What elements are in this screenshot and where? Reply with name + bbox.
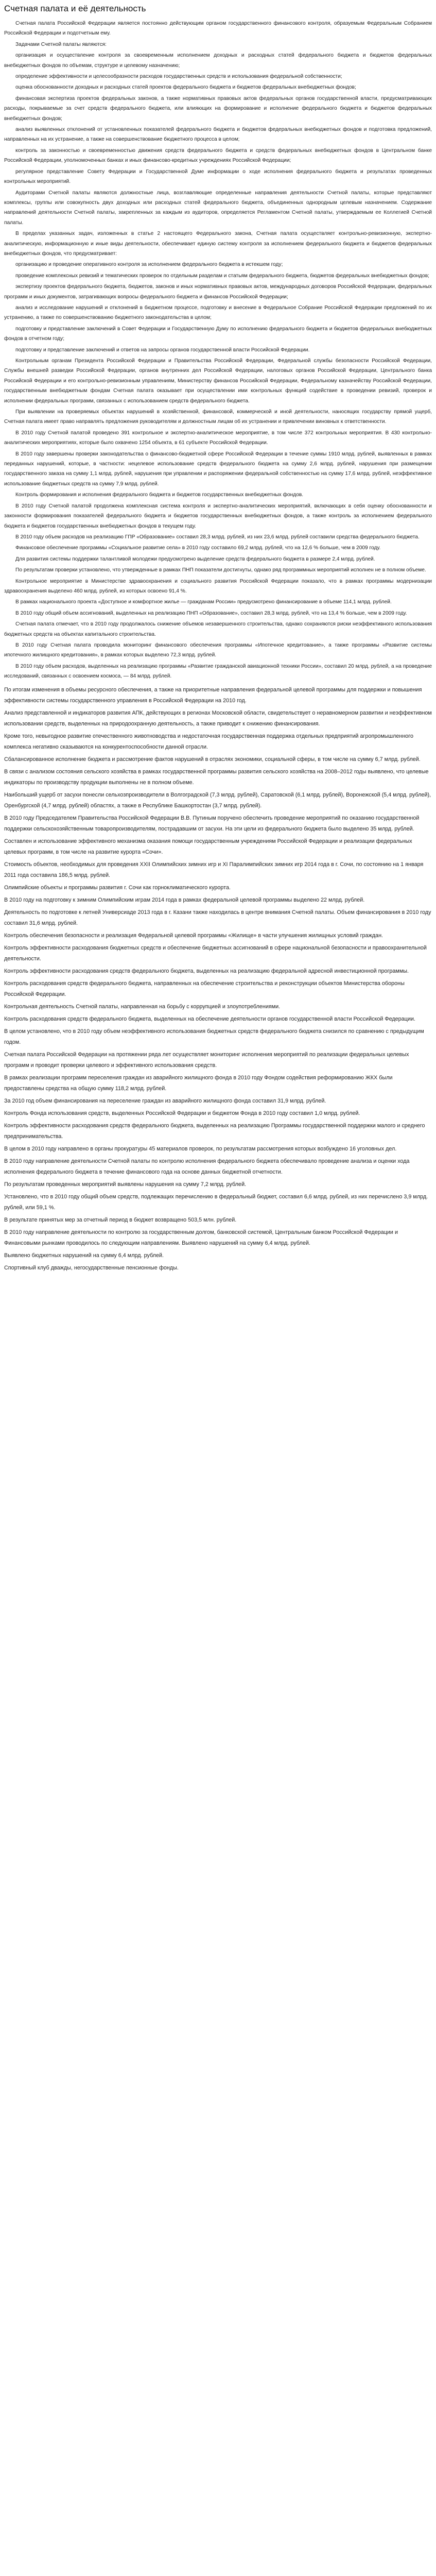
paragraph: По результатам проверки установлено, что утвержденные в рамках ПНП показатели достигнуты, однако ряд программных мероприятий исполнен не в полном объеме. <box>15 567 426 573</box>
paragraph: организацию и проведение оперативного контроля за исполнением федерального бюджета в истекшем году; <box>15 262 283 268</box>
paragraph: Контроль расходования средств федерального бюджета, выделенных на обеспечение деятельности органов государственной власти Российской Федерации. <box>4 1015 415 1022</box>
paragraph: В рамках национального проекта «Доступное и комфортное жилье — гражданам России» предусмотрено финансирование в объеме 114,1 млрд. рублей. <box>15 599 392 605</box>
paragraph: В 2010 году Счетная палата проводила мониторинг финансового обеспечения программы «Ипотечное кредитование», а также программы «Развитие системы ипотечного жилищного кредитования», в рамках которых выделено 72,3 млрд. рублей. <box>4 642 432 658</box>
paragraph: В 2010 году Счетной палатой проведено 391 контрольное и экспертно-аналитическое мероприятие, в том числе 372 контрольных мероприятия. В 430 контрольно-аналитических мероприятиях, которые было охвачено 1254 объекта, в 61 субъекте Российской Федерации. <box>4 430 432 446</box>
paragraph: Контроль эффективности расходования средств федерального бюджета, выделенных на реализацию Программы государственной поддержки малого и среднего предпринимательства. <box>4 1122 425 1140</box>
paragraph: Контрольная деятельность Счетной палаты, направленная на борьбу с коррупцией и злоупотреблениями. <box>4 1003 281 1010</box>
paragraph: Контроль эффективности расходования бюджетных средств и обеспечение бюджетных ассигнований в сфере национальной безопасности и правоохранительной деятельности. <box>4 944 427 962</box>
paragraph: В 2010 году общий объем ассигнований, выделенных на реализацию ПНП «Образование», составил 28,3 млрд. рублей, что на 13,4 % больше, чем в 2009 году. <box>15 610 407 616</box>
paragraph: В пределах указанных задач, изложенных в статье 2 настоящего Федерального закона, Счетная палата осуществляет контрольно-ревизионную, экспертно-аналитическую, информационную и иные виды деятельности, обеспечивает единую систему контроля за исполнением федерального бюджета и бюджетов федеральных внебюджетных фондов, что предусматривает: <box>4 231 432 257</box>
paragraph: В целом установлено, что в 2010 году объем неэффективного использования бюджетных средств федерального бюджета снизился по сравнению с предыдущим годом. <box>4 1028 424 1045</box>
paragraph: определение эффективности и целесообразности расходов государственных средств и использования федеральной собственности; <box>15 74 342 80</box>
paragraph: В 2010 году Председателем Правительства Российской Федерации В.В. Путиным поручено обеспечить проведение мероприятий по оказанию государственной поддержки сельскохозяйственным товаропроизводителям, пострадавшим от засухи. На эти цели из федерального бюджета было выделено 35 млрд. рублей. <box>4 815 420 832</box>
paragraph: Анализ представленной и индикаторов развития АПК, действующих в регионах Московской области, свидетельствует о неравномерном развитии и неэффективном использовании средств, выделенных на природоохранную деятельность, а также приводит к снижению финансирования. <box>4 709 432 727</box>
paragraph: подготовку и представление заключений в Совет Федерации и Государственную Думу по исполнению федерального бюджета и бюджетов федеральных внебюджетных фондов в отчетном году; <box>4 326 432 342</box>
page-title: Счетная палата и её деятельность <box>4 4 146 13</box>
paragraph: Задачами Счетной палаты являются: <box>15 41 107 47</box>
paragraph: Контрольное мероприятие в Министерстве здравоохранения и социального развития Российской Федерации показало, что в рамках программы модернизации здравоохранения выделено 460 млрд. рублей, из которых освоено 91,4 %. <box>4 578 432 594</box>
paragraph: Финансовое обеспечение программы «Социальное развитие села» в 2010 году составило 69,2 млрд. рублей, что на 12,6 % больше, чем в 2009 году. <box>15 545 381 551</box>
document-body <box>4 19 432 682</box>
paragraph: Стоимость объектов, необходимых для проведения XXII Олимпийских зимних игр и XI Паралимпийских зимних игр 2014 года в г. Сочи, по состоянию на 1 января 2011 года составила 186,5 млрд. рублей. <box>4 861 424 878</box>
paragraph: Контроль Фонда использования средств, выделенных Российской Федерации и бюджетом Фонда в 2010 году составил 1,0 млрд. рублей. <box>4 1110 360 1116</box>
paragraph: Контроль расходования средств федерального бюджета, направленных на обеспечение строительства и реконструкции объектов Министерства обороны Российской Федерации. <box>4 980 405 997</box>
paragraph: Спортивный клуб дважды, негосударственные пенсионные фонды. <box>4 1264 179 1271</box>
paragraph: Олимпийские объекты и программы развития г. Сочи как горноклиматического курорта. <box>4 884 231 891</box>
paragraph: В 2010 году направление деятельности по контролю за государственным долгом, банковской системой, Центральным банком Российской Федерации и Финансовыми рынками проводилось по следующим направлениям. Выявлено нарушений на сумму 6,4 млрд. рублей. <box>4 1229 398 1246</box>
paragraph: В 2010 году объем расходов, выделенных на реализацию программы «Развитие гражданской авиационной техники России», составил 20 млрд. рублей, а на проведение исследований, связанных с освоением космоса, — 84 млрд. рублей. <box>4 663 432 680</box>
paragraph: Для развития системы поддержки талантливой молодежи предусмотрено выделение средств федерального бюджета в размере 2,4 млрд. рублей. <box>15 556 375 562</box>
paragraph: Контроль обеспечения безопасности и реализация Федеральной целевой программы «Жилище» в части улучшения жилищных условий граждан. <box>4 932 383 939</box>
paragraph: проведение комплексных ревизий и тематических проверок по отдельным разделам и статьям федерального бюджета, бюджетов федеральных внебюджетных фондов; <box>15 273 429 279</box>
paragraph: организация и осуществление контроля за своевременным исполнением доходных и расходных статей федерального бюджета и бюджетов федеральных внебюджетных фондов по объемам, структуре и целевому назначению; <box>4 53 432 69</box>
paragraph: Контрольным органам Президента Российской Федерации и Правительства Российской Федерации, Федеральной службы безопасности Российской Федерации, Службы внешней разведки Российской Федерации, органов внутренних дел Российской Федерации, налоговых органов Российской Федерации, Центрального банка Российской Федерации и его контрольно-ревизионным управлениям, Министерству финансов Российской Федерации, Федеральному казначейству Российской Федерации, государственным внебюджетным фондам Счетная палата оказывает при осуществлении ими контрольных функций содействие в проведении ревизий, проверок и исполнении федеральных программ, связанных с использованием средств федерального бюджета. <box>4 358 432 404</box>
paragraph: В рамках реализации программ переселения граждан из аварийного жилищного фонда в 2010 году Фондом содействия реформированию ЖКХ были предоставлены средства на общую сумму 118,2 млрд. рублей. <box>4 1074 393 1092</box>
paragraph: В 2010 году Счетной палатой продолжена комплексная система контроля и экспертно-аналитических мероприятий, включающих в себя оценку обоснованности и законности формирования показателей федерального бюджета и бюджетов государственных внебюджетных фондов, а также контроль за исполнением федерального бюджета и бюджетов государственных внебюджетных фондов в текущем году. <box>4 503 432 529</box>
paragraph: оценка обоснованности доходных и расходных статей проектов федерального бюджета и бюджетов федеральных внебюджетных фондов; <box>15 84 356 91</box>
paragraph: подготовку и представление заключений и ответов на запросы органов государственной власти Российской Федерации. <box>15 347 310 353</box>
paragraph: В 2010 году завершены проверки законодательства о финансово-бюджетной сфере Российской Федерации в течение суммы 1910 млрд. рублей, выявленных в рамках переданных нарушений, которые, в частности: нецелевое использование средств федерального бюджета на сумму 2,6 млрд. рублей, нарушения при размещении государственного заказа на сумму 1,1 млрд. рублей, нарушения при управлении и распоряжении федеральной собственностью на сумму 17,6 млрд. рублей, неэффективное использование бюджетных средств на сумму 7,9 млрд. рублей. <box>4 451 432 487</box>
paragraph: финансовая экспертиза проектов федеральных законов, а также нормативных правовых актов федеральных органов государственной власти, предусматривающих расходы, покрываемые за счет средств федерального бюджета, или влияющих на формирование и исполнение федерального бюджета и бюджетов федеральных внебюджетных фондов; <box>4 95 432 122</box>
paragraph: В связи с анализом состояния сельского хозяйства в рамках государственной программы развития сельского хозяйства на 2008–2012 годы выявлено, что целевые индикаторы по производству продукции выполнены не в полном объеме. <box>4 768 429 786</box>
paragraph: анализ выявленных отклонений от установленных показателей федерального бюджета и бюджетов федеральных внебюджетных фондов и подготовка предложений, направленных на их устранение, а также на совершенствование бюджетного процесса в целом; <box>4 127 432 143</box>
paragraph: Контроль эффективности расходования средств федерального бюджета, выделенных на реализацию федеральной адресной инвестиционной программы. <box>4 968 409 974</box>
paragraph: Контроль формирования и исполнения федерального бюджета и бюджетов государственных внебюджетных фондов. <box>15 492 304 498</box>
paragraph: В результате принятых мер за отчетный период в бюджет возвращено 503,5 млн. рублей. <box>4 1216 237 1223</box>
paragraph: По результатам проведенных мероприятий выявлены нарушения на сумму 7,2 млрд. рублей. <box>4 1181 247 1188</box>
paragraph: регулярное представление Совету Федерации и Государственной Думе информации о ходе исполнения федерального бюджета и результатах проведенных контрольных мероприятий. <box>4 168 432 185</box>
paragraph: Выявлено бюджетных нарушений на сумму 6,4 млрд. рублей. <box>4 1252 164 1259</box>
paragraph: Наибольший ущерб от засухи понесли сельхозпроизводители в Волгоградской (7,3 млрд. рублей), Саратовской (6,1 млрд. рублей), Воронежской (5,4 млрд. рублей), Оренбургской (4,7 млрд. рублей) областях, а также в Республике Башкортостан (3,7 млрд. рублей). <box>4 791 431 809</box>
paragraph: Деятельность по подготовке к летней Универсиаде 2013 года в г. Казани также находилась в центре внимания Счетной палаты. Объем финансирования в 2010 году составил 31,6 млрд. рублей. <box>4 909 431 926</box>
paragraph: В 2010 году объем расходов на реализацию ГПР «Образование» составил 28,3 млрд. рублей, из них 23,6 млрд. рублей составили средства федерального бюджета. <box>15 534 420 540</box>
paragraph: В 2010 году направление деятельности Счетной палаты по контролю исполнения федерального бюджета обеспечивало проведение анализа и оценки хода исполнения федерального бюджета в течение финансового года на основе данных бюджетной отчетности. <box>4 1158 410 1175</box>
paragraph: В целом в 2010 году направлено в органы прокуратуры 45 материалов проверок, по результатам рассмотрения которых возбуждено 16 уголовных дел. <box>4 1145 397 1152</box>
paragraph: При выявлении на проверяемых объектах нарушений в хозяйственной, финансовой, коммерческой и иной деятельности, наносящих государству прямой ущерб, Счетная палата имеет право направлять предложения руководителям и должностным лицам об их устранении и привлечении виновных к ответственности. <box>4 409 432 425</box>
paragraph: Счетная палата Российской Федерации является постоянно действующим органом государственного финансового контроля, образуемым Федеральным Собранием Российской Федерации и подотчетным ему. <box>4 21 432 37</box>
paragraph: Счетная палата отмечает, что в 2010 году продолжалось снижение объемов незавершенного строительства, однако сохраняются риски неэффективного использования бюджетных средств на объектах капитального строительства. <box>4 621 432 637</box>
paragraph: Составлен и использование эффективного механизма оказания помощи государственным учреждениям Российской Федерации и реализации федеральных целевых программ, в том числе на развитие курорта «Сочи». <box>4 838 412 855</box>
document-page <box>0 0 436 1274</box>
paragraph: экспертизу проектов федерального бюджета, бюджетов, законов и иных нормативных правовых актов, международных договоров Российской Федерации, федеральных программ и иных документов, затрагивающих вопросы федерального бюджета и финансов Российской Федерации; <box>4 284 432 300</box>
paragraph: В 2010 году на подготовку к зимним Олимпийским играм 2014 года в рамках федеральной целевой программы выделено 22 млрд. рублей. <box>4 896 365 903</box>
paragraph: Счетная палата Российской Федерации на протяжении ряда лет осуществляет мониторинг исполнения мероприятий по реализации федеральных целевых программ и проводит проверки целевого и эффективного использования средств. <box>4 1051 409 1069</box>
paragraph: Сбалансированное исполнение бюджета и рассмотрение фактов нарушений в отраслях экономики, социальной сферы, в том числе на сумму 6,7 млрд. рублей. <box>4 756 421 762</box>
paragraph: Аудиторами Счетной палаты являются должностные лица, возглавляющие определенные направления деятельности Счетной палаты, которые представляют комплексы, группы или совокупность двух доходных или расходных статей федерального бюджета, объединенных однородным целевым назначением. Содержание направлений деятельности Счетной палаты, закрепленных за каждым из аудиторов, определяется Регламентом Счетной палаты, утверждаемым ее Коллегией Счетной палаты. <box>4 190 432 226</box>
paragraph: По итогам изменения в объемы ресурсного обеспечения, а также на приоритетные направления федеральной целевой программы для поддержки и повышения эффективности системы государственного управления в Российской Федерации на 2010 год. <box>4 686 422 704</box>
document-continuation <box>4 685 432 1274</box>
paragraph: Установлено, что в 2010 году общий объем средств, подлежащих перечислению в федеральный бюджет, составил 6,6 млрд. рублей, из них перечислено 3,9 млрд. рублей, или 59,1 %. <box>4 1193 428 1211</box>
paragraph: анализ и исследование нарушений и отклонений в бюджетном процессе, подготовку и внесение в Федеральное Собрание Российской Федерации предложений по их устранению, а также по совершенствованию бюджетного законодательства в целом; <box>4 304 432 321</box>
paragraph: Кроме того, невыгодное развитие отечественного животноводства и недостаточная государственная поддержка отдельных предприятий агропромышленного комплекса негативно сказываются на конкурентоспособности данной отрасли. <box>4 733 413 750</box>
paragraph: За 2010 год объем финансирования на переселение граждан из аварийного жилищного фонда составил 31,9 млрд. рублей. <box>4 1097 326 1104</box>
paragraph: контроль за законностью и своевременностью движения средств федерального бюджета и средств федеральных внебюджетных фондов в Центральном банке Российской Федерации, уполномоченных банках и иных финансово-кредитных учреждениях Российской Федерации; <box>4 147 432 164</box>
